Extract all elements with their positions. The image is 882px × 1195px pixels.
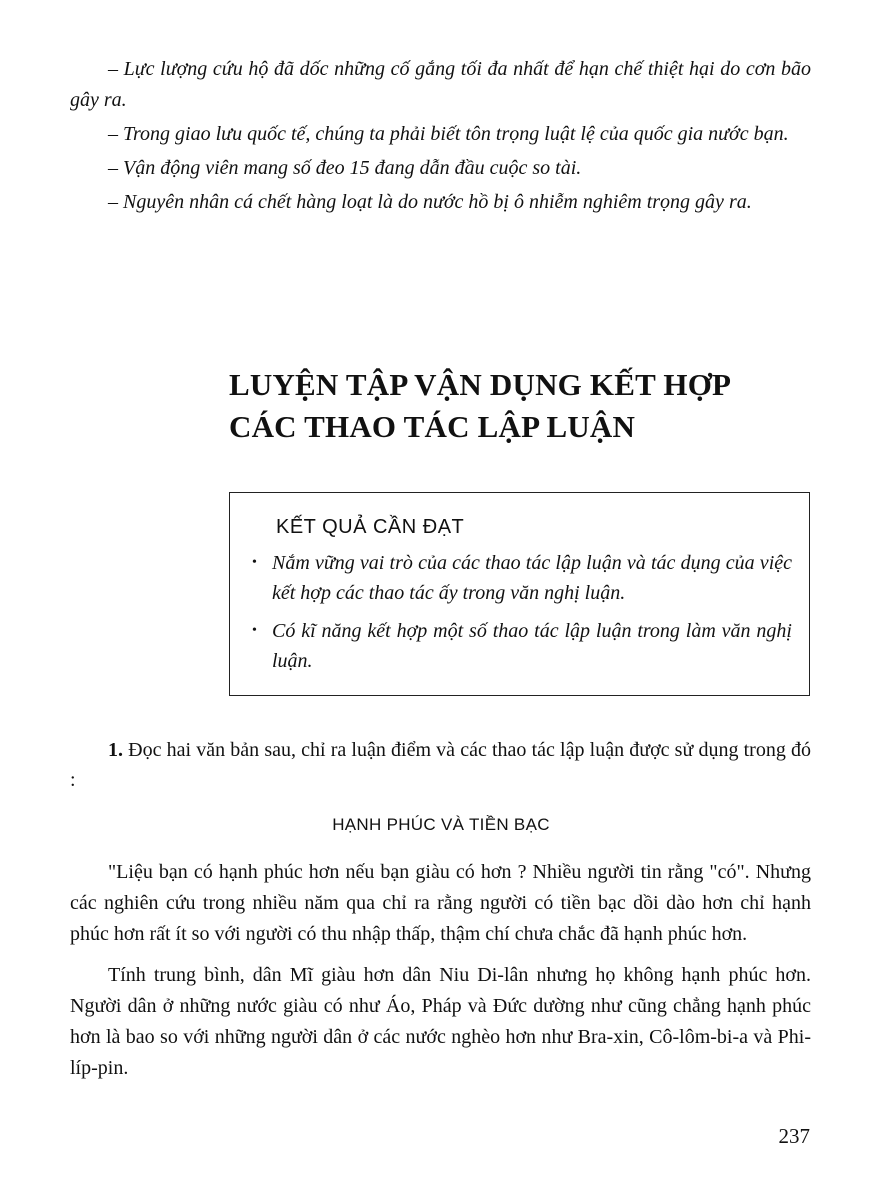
example-sentence: – Nguyên nhân cá chết hàng loạt là do nước hồ bị ô nhiễm nghiêm trọng gây ra. — [108, 191, 752, 213]
objectives-title: KẾT QUẢ CẦN ĐẠT — [276, 516, 465, 538]
passage-paragraph: "Liệu bạn có hạnh phúc hơn nếu bạn giàu có hơn ? Nhiều người tin rằng "có". Nhưng các nghiên cứu trong nhiều năm qua chỉ ra rằng người có tiền bạc dồi dào hơn chỉ hạnh phúc hơn rất ít so với người có thu nhập thấp, thậm chí chưa chắc đã hạnh phúc hơn. — [70, 861, 811, 945]
objective-text: Có kĩ năng kết hợp một số thao tác lập luận trong làm văn nghị luận. — [272, 620, 792, 672]
passage-body — [70, 857, 811, 1094]
objective-item — [252, 616, 792, 676]
example-sentence: – Lực lượng cứu hộ đã dốc những cố gắng tối đa nhất để hạn chế thiệt hại do cơn bão gây ra. — [70, 58, 811, 111]
exercise-prompt — [70, 735, 811, 795]
objectives-list — [252, 548, 792, 684]
objective-text: Nắm vững vai trò của các thao tác lập luận và tác dụng của việc kết hợp các thao tác ấy trong văn nghị luận. — [272, 552, 792, 604]
example-sentence: – Trong giao lưu quốc tế, chúng ta phải biết tôn trọng luật lệ của quốc gia nước bạn. — [108, 123, 789, 145]
lesson-title — [229, 364, 819, 448]
bullet-icon: • — [252, 555, 257, 570]
example-sentences — [70, 54, 811, 221]
passage-title: HẠNH PHÚC VÀ TIỀN BẠC — [332, 815, 550, 834]
learning-objectives-box — [229, 492, 810, 696]
exercise-instruction: Đọc hai văn bản sau, chỉ ra luận điểm và các thao tác lập luận được sử dụng trong đó : — [70, 739, 811, 791]
bullet-icon: • — [252, 623, 257, 638]
lesson-title-line-2: CÁC THAO TÁC LẬP LUẬN — [229, 409, 636, 444]
passage-paragraph: Tính trung bình, dân Mĩ giàu hơn dân Niu Di-lân nhưng họ không hạnh phúc hơn. Người dân ở những nước giàu có như Áo, Pháp và Đức dường như cũng chẳng hạnh phúc hơn là bao so với những người dân ở các nước nghèo hơn như Bra-xin, Cô-lôm-bi-a và Phi-líp-pin. — [70, 964, 811, 1079]
lesson-title-line-1: LUYỆN TẬP VẬN DỤNG KẾT HỢP — [229, 367, 732, 402]
example-sentence: – Vận động viên mang số đeo 15 đang dẫn đầu cuộc so tài. — [108, 157, 582, 179]
exercise-number: 1. — [108, 739, 123, 761]
objective-item — [252, 548, 792, 608]
page-number: 237 — [778, 1124, 810, 1148]
